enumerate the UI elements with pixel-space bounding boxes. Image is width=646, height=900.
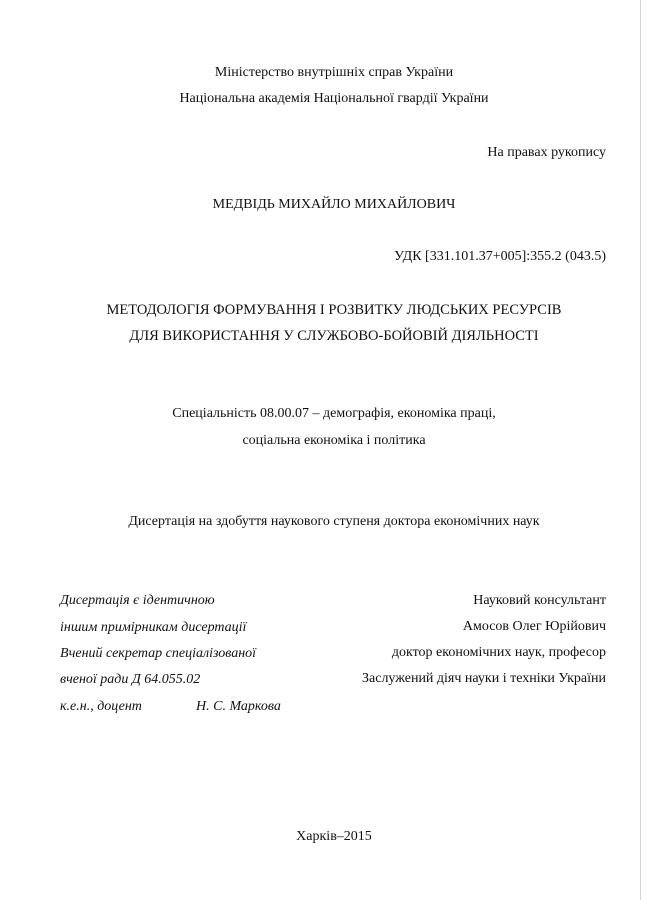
identity-note-line-5: к.е.н., доцент — [60, 699, 142, 714]
dissertation-type: Дисертація на здобуття наукового ступеня доктора економічних наук — [128, 514, 540, 529]
manuscript-rights: На правах рукопису — [487, 145, 606, 160]
dissertation-title-line-2: ДЛЯ ВИКОРИСТАННЯ У СЛУЖБОВО-БОЙОВІЙ ДІЯЛЬНОСТІ — [129, 328, 539, 344]
secretary-signer: Н. С. Маркова — [196, 699, 281, 714]
consultant-honor: Заслужений діяч науки і техніки України — [362, 671, 606, 686]
city-year: Харків–2015 — [296, 829, 372, 844]
udc-code: УДК [331.101.37+005]:355.2 (043.5) — [394, 249, 606, 264]
author-name: МЕДВІДЬ МИХАЙЛО МИХАЙЛОВИЧ — [212, 197, 456, 212]
identity-note-line-3: Вчений секретар спеціалізованої — [60, 646, 257, 661]
consultant-heading: Науковий консультант — [473, 593, 606, 608]
consultant-name: Амосов Олег Юрійович — [462, 619, 606, 634]
page-edge-divider — [640, 0, 641, 900]
identity-note-line-1: Дисертація є ідентичною — [60, 593, 215, 608]
specialty-line-2: соціальна економіка і політика — [242, 433, 426, 448]
specialty-line-1: Спеціальність 08.00.07 – демографія, економіка праці, — [172, 406, 496, 421]
consultant-degree: доктор економічних наук, професор — [391, 645, 606, 660]
ministry-name: Міністерство внутрішніх справ України — [214, 65, 454, 80]
identity-note-line-2: іншим примірникам дисертації — [60, 620, 247, 635]
dissertation-title-line-1: МЕТОДОЛОГІЯ ФОРМУВАННЯ І РОЗВИТКУ ЛЮДСЬКИХ РЕСУРСІВ — [106, 302, 562, 318]
identity-note-line-4: вченої ради Д 64.055.02 — [60, 672, 201, 687]
academy-name: Національна академія Національної гвардії України — [179, 91, 489, 106]
